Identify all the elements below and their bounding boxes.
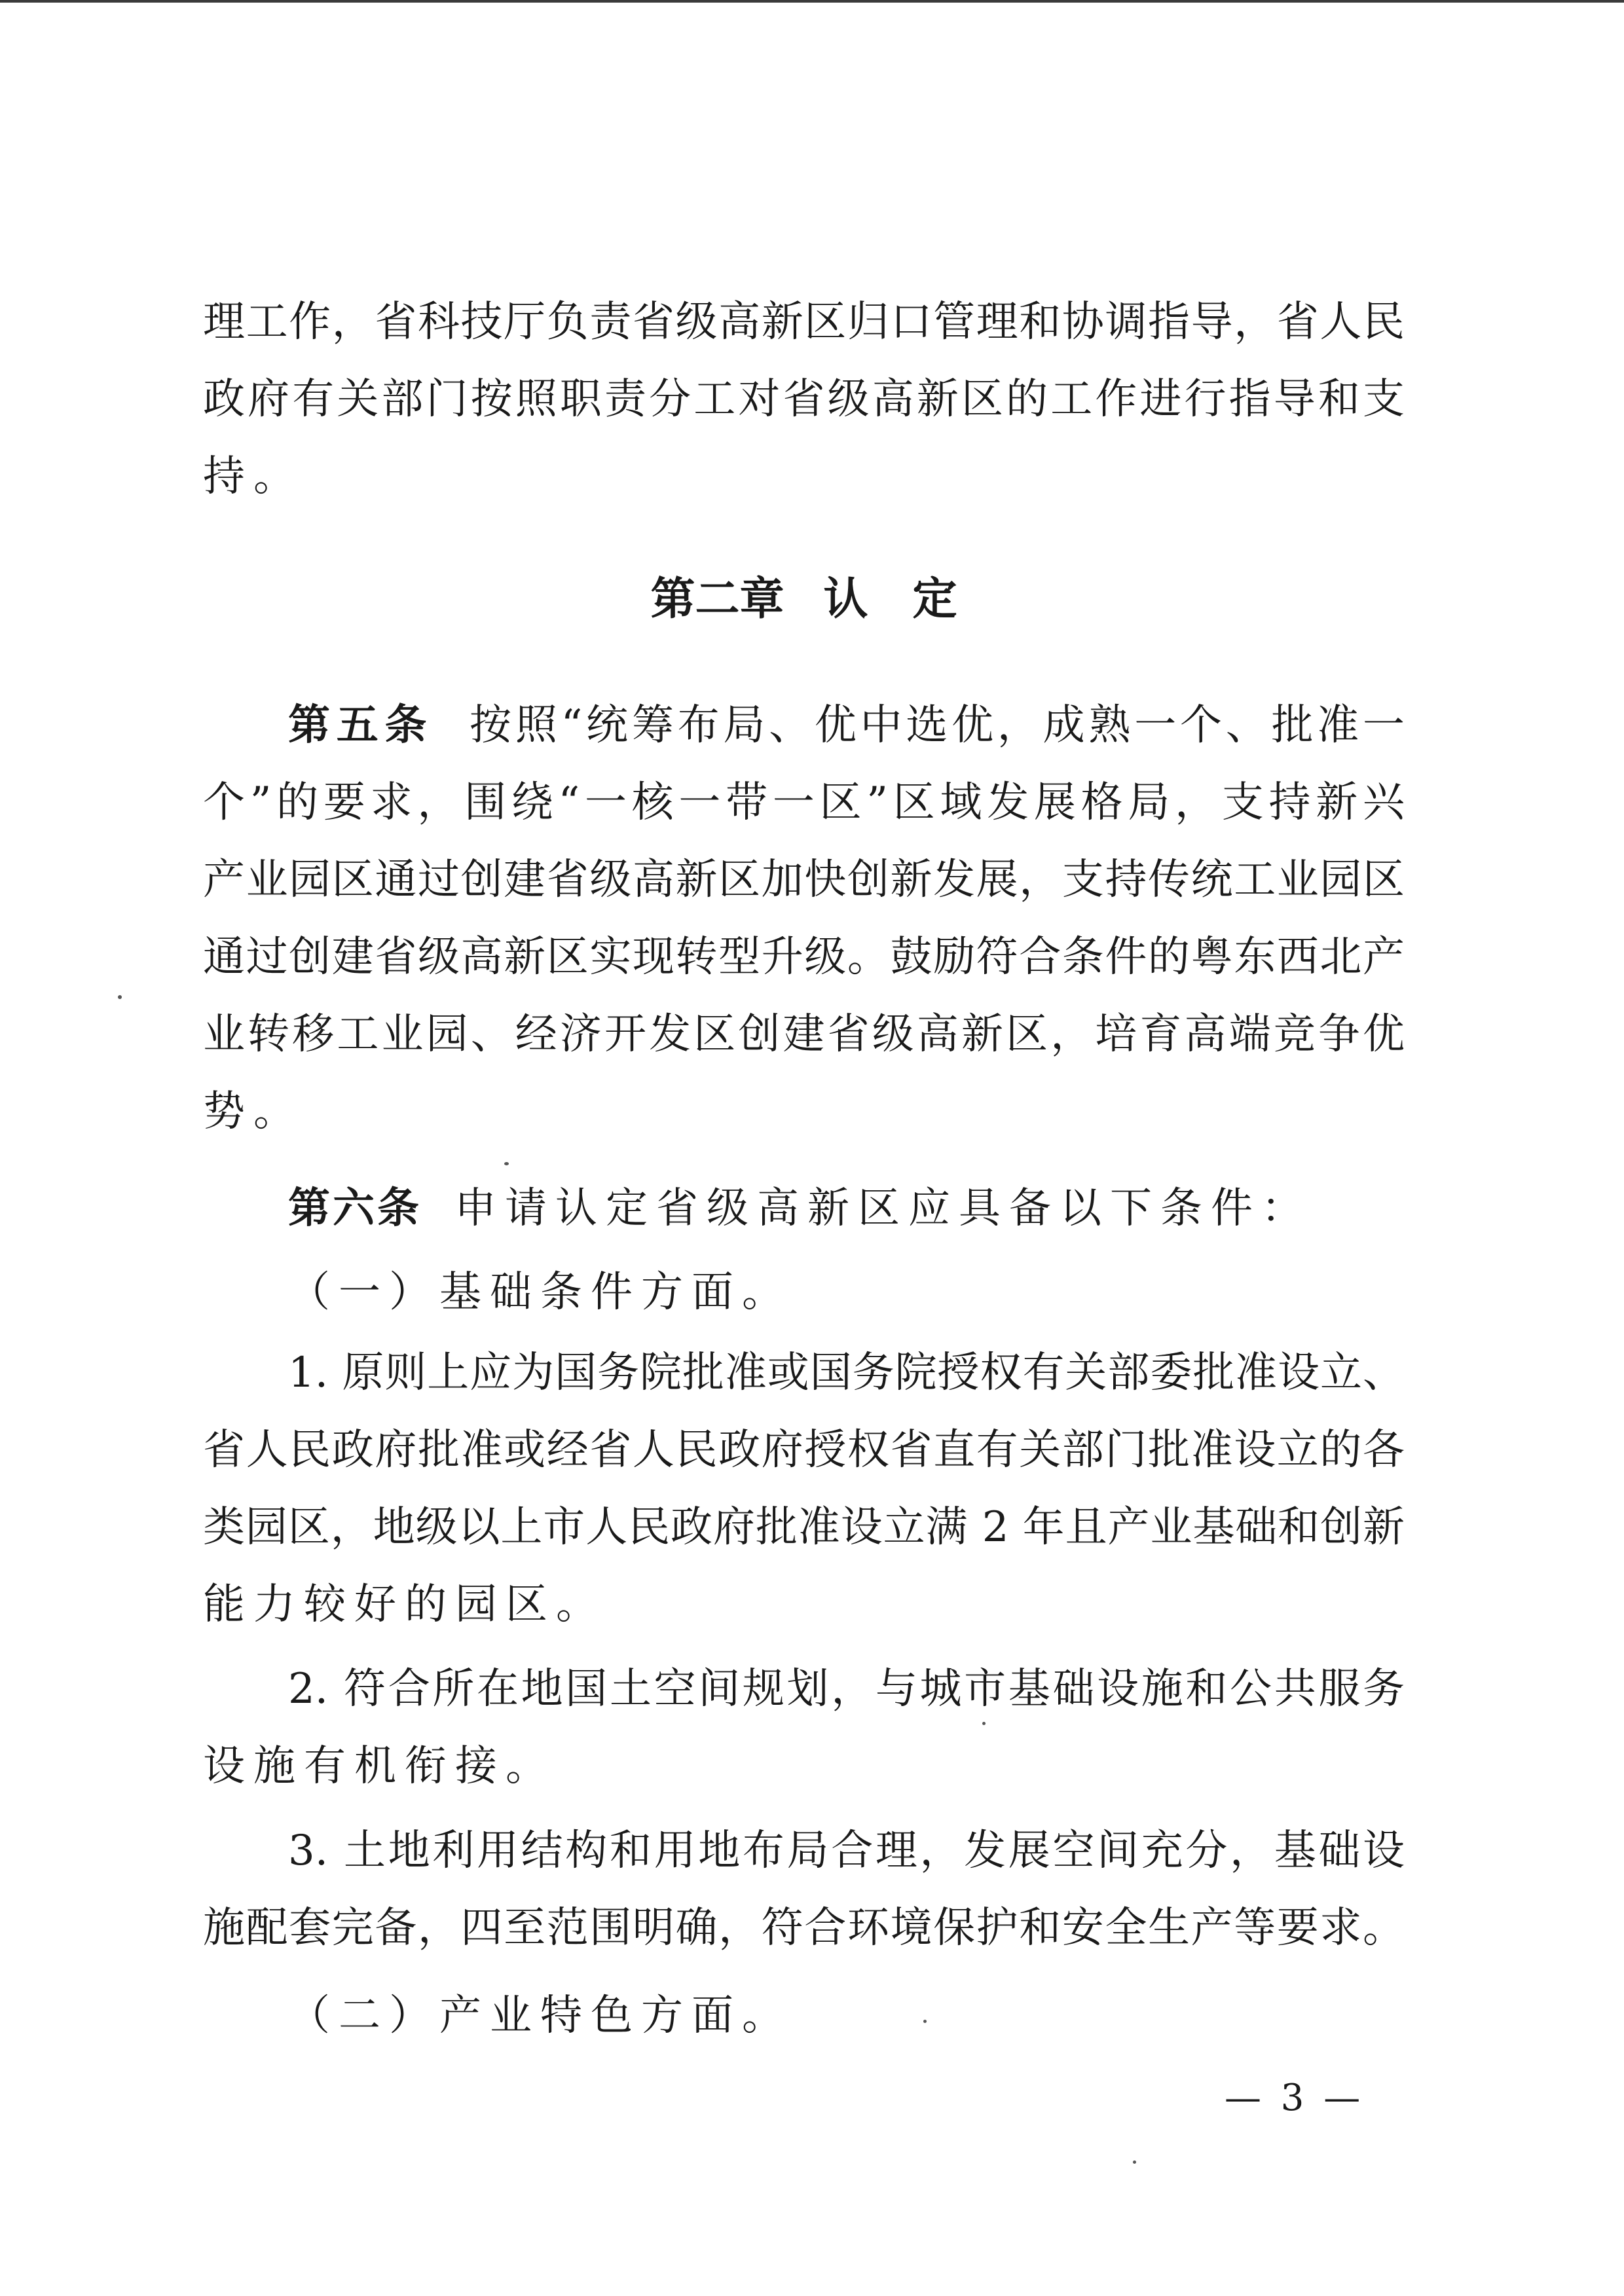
item2-line-1: 2. 符合所在地国土空间规划，与城市基础设施和公共服务	[288, 1665, 1405, 1713]
chapter-number: 第二章	[650, 573, 784, 625]
top-border-rule	[0, 0, 1624, 3]
item1-line-1: 1. 原则上应为国务院批准或国务院授权有关部委批准设立、	[288, 1349, 1405, 1397]
article5-text-1: 按照“统筹布局、优中选优，成熟一个、批准一	[466, 701, 1405, 750]
article5-label: 第五条	[288, 701, 434, 750]
item1-line-4: 能力较好的园区。	[203, 1580, 606, 1629]
continuation-line-1: 理工作，省科技厅负责省级高新区归口管理和协调指导，省人民	[203, 298, 1405, 346]
item3-line-2: 施配套完备，四至范围明确，符合环境保护和安全生产等要求。	[203, 1904, 1405, 1952]
chapter-heading	[203, 570, 1405, 629]
scan-speck	[923, 2020, 927, 2023]
item3-line-1: 3. 土地利用结构和用地布局合理，发展空间充分，基础设	[288, 1827, 1405, 1875]
article5-line-5: 业转移工业园、经济开发区创建省级高新区，培育高端竞争优	[203, 1010, 1405, 1059]
article6-line	[203, 1182, 1405, 1235]
chapter-title: 认 定	[823, 573, 957, 625]
section1-heading: （一）基础条件方面。	[288, 1268, 792, 1317]
article5-line-6: 势。	[203, 1087, 304, 1136]
item2-line-2: 设施有机衔接。	[203, 1742, 556, 1791]
section2-heading: （二）产业特色方面。	[288, 1992, 792, 2040]
article6-text: 申请认定省级高新区应具备以下条件：	[454, 1184, 1312, 1233]
scan-speck	[118, 995, 122, 999]
article5-line-2: 个”的要求，围绕“一核一带一区”区域发展格局，支持新兴	[203, 778, 1405, 827]
continuation-line-3: 持。	[203, 452, 304, 501]
scan-speck	[504, 1162, 509, 1165]
continuation-line-2: 政府有关部门按照职责分工对省级高新区的工作进行指导和支	[203, 375, 1405, 424]
item1-line-2: 省人民政府批准或经省人民政府授权省直有关部门批准设立的各	[203, 1426, 1405, 1474]
scan-speck	[982, 1722, 986, 1725]
scan-speck	[1133, 2160, 1136, 2164]
article5-line-3: 产业园区通过创建省级高新区加快创新发展，支持传统工业园区	[203, 856, 1405, 904]
page-number: — 3 —	[1225, 2077, 1365, 2119]
article6-label: 第六条	[288, 1184, 422, 1233]
article5-line-4: 通过创建省级高新区实现转型升级。鼓励符合条件的粤东西北产	[203, 933, 1405, 981]
item1-line-3: 类园区，地级以上市人民政府批准设立满 2 年且产业基础和创新	[203, 1503, 1405, 1552]
article5-line-1	[203, 699, 1405, 752]
